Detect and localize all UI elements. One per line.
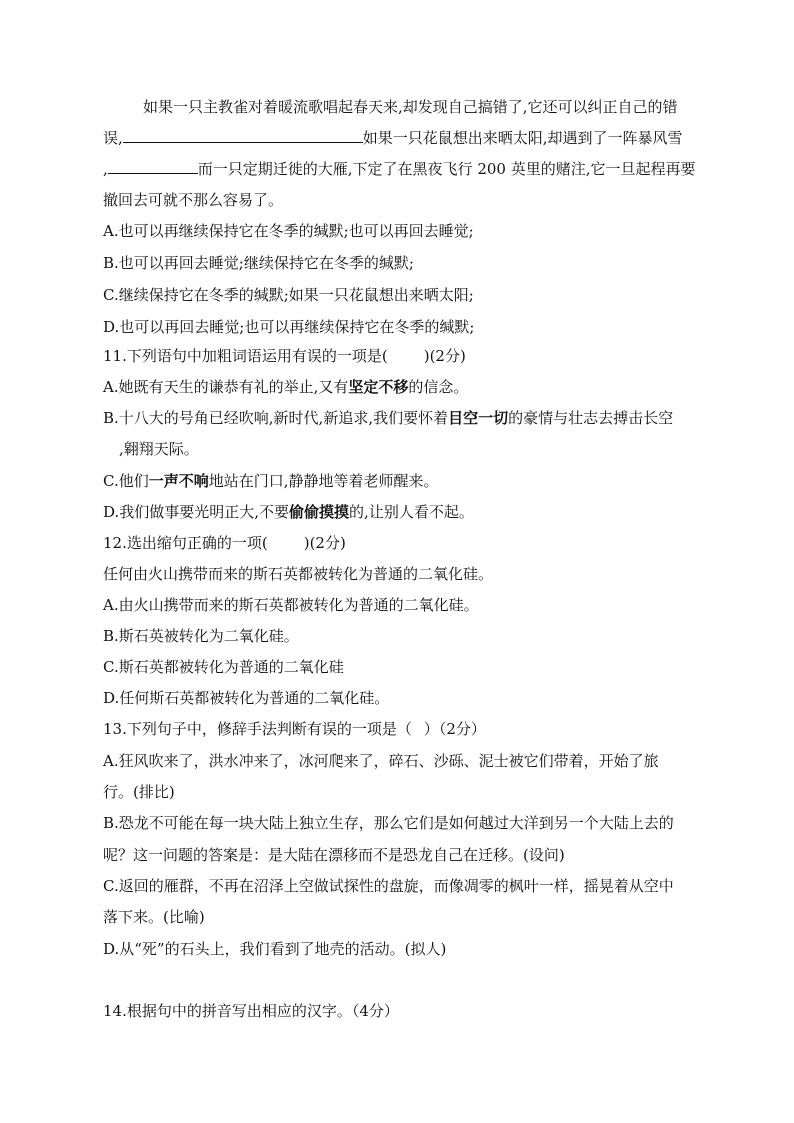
question-points: )(2分): [303, 534, 346, 552]
bold-phrase: 一声不响: [148, 472, 209, 490]
option-text: 的豪情与壮志去搏击长空: [508, 409, 674, 427]
option-text: A.她既有天生的谦恭有礼的举止,又有: [103, 378, 349, 396]
passage-line-3: [103, 158, 696, 180]
q10-option-a: A.也可以再继续保持它在冬季的缄默;也可以再回去睡觉;: [103, 222, 474, 240]
q13-stem: [103, 718, 486, 740]
q13-option-b: B.恐龙不可能在每一块大陆上独立生存，那么它们是如何越过大洋到另一个大陆上去的: [103, 814, 674, 832]
passage-text: 撤回去可就不那么容易了。: [103, 191, 284, 209]
bold-phrase: 偷偷摸摸: [289, 503, 350, 521]
q13-option-c-cont: 落下来。(比喻): [103, 908, 205, 926]
question-text: 11.下列语句中加粗词语运用有误的一项是(: [103, 347, 388, 365]
q12-option-d: D.任何斯石英都被转化为普通的二氧化硅。: [103, 689, 390, 707]
q13-option-c: C.返回的雁群，不再在沼泽上空做试探性的盘旋，而像凋零的枫叶一样，摇晃着从空中: [103, 877, 674, 895]
q13-option-d: D.从“死”的石头上，我们看到了地壳的活动。(拟人): [103, 940, 447, 958]
q10-option-d: D.也可以再回去睡觉;也可以再继续保持它在冬季的缄默;: [103, 318, 475, 336]
option-text: 地站在门口,静静地等着老师醒来。: [208, 472, 439, 490]
q11-option-b: [103, 407, 673, 429]
bold-phrase: 坚定不移: [348, 378, 409, 396]
q12-sentence: 任何由火山携带而来的斯石英都被转化为普通的二氧化硅。: [103, 565, 494, 583]
question-text: 12.选出缩句正确的一项(: [103, 534, 268, 552]
q12-option-c: C.斯石英都被转化为普通的二氧化硅: [103, 658, 344, 676]
question-points: ）（2分）: [423, 720, 486, 738]
q12-stem: [103, 532, 346, 554]
passage-text: 如果一只主教雀对着暖流歌唱起春天来,却发现自己搞错了,它还可以纠正自己的错: [143, 98, 678, 116]
q11-option-b-cont: ,翱翔天际。: [119, 440, 199, 458]
bold-phrase: 目空一切: [448, 409, 509, 427]
q12-option-b: B.斯石英被转化为二氧化硅。: [103, 627, 299, 645]
option-text: 的信念。: [408, 378, 469, 396]
q11-option-d: [103, 501, 474, 523]
passage-text: 如果一只花鼠想出来晒太阳,却遇到了一阵暴风雪: [362, 129, 683, 147]
passage-text: ,: [103, 160, 108, 178]
q13-option-b-cont: 呢？这一问题的答案是：是大陆在漂移而不是恐龙自己在迁移。(设问): [103, 846, 565, 864]
passage-text: 而一只定期迁徙的大雁,下定了在黑夜飞行 200 英里的赌注,它一旦起程再要: [197, 160, 696, 178]
question-points: )(2分): [423, 347, 466, 365]
passage-line-4: [103, 189, 283, 211]
q11-stem: [103, 345, 466, 367]
passage-text: 误,: [103, 129, 123, 147]
q14-stem: 14.根据句中的拼音写出相应的汉字。（4分）: [103, 1002, 399, 1020]
answer-blank-2[interactable]: [108, 159, 198, 174]
option-text: B.十八大的号角已经吹响,新时代,新追求,我们要怀着: [103, 409, 449, 427]
passage-line-2: [103, 127, 683, 149]
option-text: 的,让别人看不起。: [349, 503, 474, 521]
question-text: 13.下列句子中，修辞手法判断有误的一项是（: [103, 720, 412, 738]
q13-option-a: A.狂风吹来了，洪水冲来了，冰河爬来了，碎石、沙砾、泥士被它们带着，开始了旅: [103, 752, 659, 770]
q10-option-b: B.也可以再回去睡觉;继续保持它在冬季的缄默;: [103, 254, 414, 272]
q11-option-a: [103, 376, 468, 398]
option-text: C.他们: [103, 472, 149, 490]
q12-option-a: A.由火山携带而来的斯石英都被转化为普通的二氧化硅。: [103, 596, 479, 614]
q10-option-c: C.继续保持它在冬季的缄默;如果一只花鼠想出来晒太阳;: [103, 286, 474, 304]
q13-option-a-cont: 行。(排比): [103, 783, 175, 801]
answer-blank-1[interactable]: [123, 128, 363, 143]
option-text: D.我们做事要光明正大,不要: [103, 503, 290, 521]
passage-line-1: [143, 96, 678, 118]
q11-option-c: [103, 470, 439, 492]
